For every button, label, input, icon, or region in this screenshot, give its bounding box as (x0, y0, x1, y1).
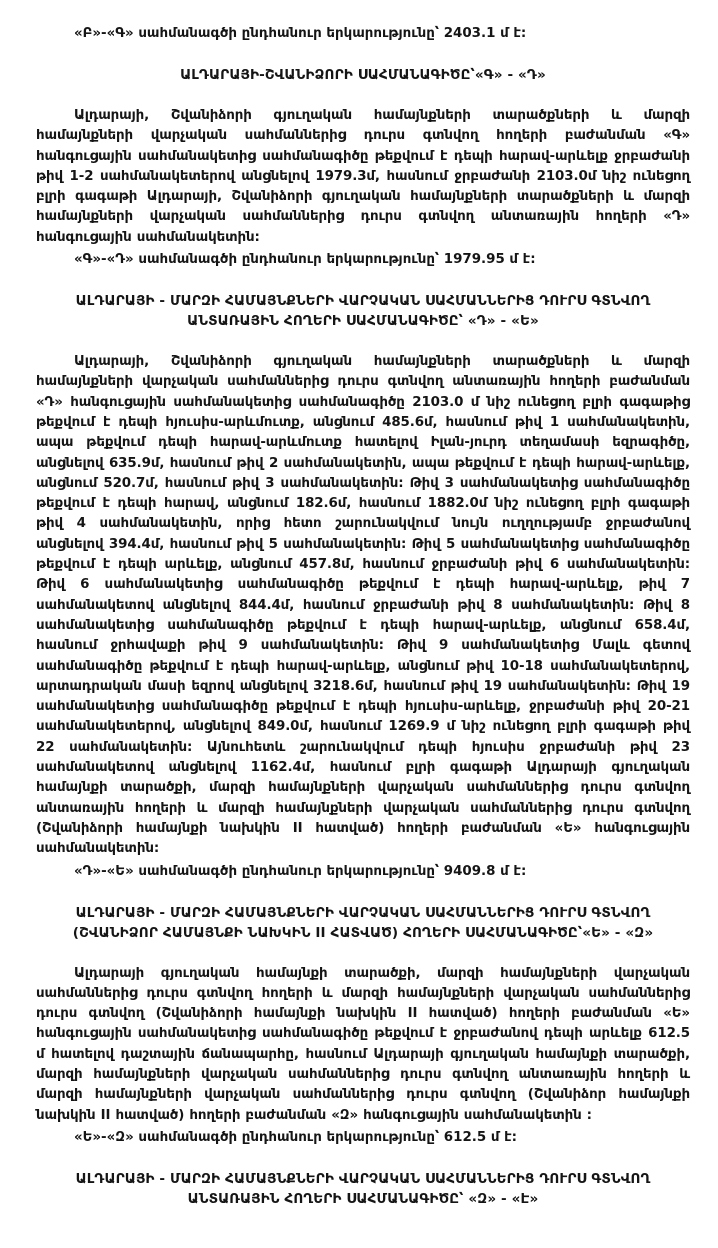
heading-g-d-line1: ԱԼԴԱՐԱՅԻ-ՇՎԱՆԻՁՈՐԻ ՍԱՀՄԱՆԱԳԻԾԸ՝«Գ» - «Դ» (180, 67, 546, 83)
heading-z-eh-line1: ԱԼԴԱՐԱՅԻ - ՄԱՐԶԻ ՀԱՄԱՅՆՔՆԵՐԻ ՎԱՐՉԱԿԱՆ ՍԱՀՄԱՆՆԵՐԻՑ ԴՈՒՐՍ ԳՏՆՎՈՂ (75, 1170, 651, 1187)
heading-z-eh (36, 1169, 690, 1209)
length-line-e-z: «Ե»-«Զ» սահմանագծի ընդհանուր երկարությունը՝ 612.5 մ է: (74, 1129, 518, 1145)
heading-e-z-line2: (ՇՎԱՆԻՁՈՐ ՀԱՄԱՅՆՔԻ ՆԱԽԿԻՆ II ՀԱՏՎԱԾ) ՀՈՂԵՐԻ ՍԱՀՄԱՆԱԳԻԾԸ՝«Ե» - «Զ» (72, 924, 654, 941)
heading-g-d (36, 65, 690, 85)
heading-d-e-line2: ԱՆՏԱՌԱՅԻՆ ՀՈՂԵՐԻ ՍԱՀՄԱՆԱԳԻԾԸ՝ «Դ» - «Ե» (187, 313, 539, 330)
length-line-g-d: «Գ»-«Դ» սահմանագծի ընդհանուր երկարությունը՝ 1979.95 մ է: (74, 252, 536, 268)
length-line-b-g: «Բ»-«Գ» սահմանագծի ընդհանուր երկարությունը՝ 2403.1 մ է: (74, 26, 527, 41)
heading-e-z-line1: ԱԼԴԱՐԱՅԻ - ՄԱՐԶԻ ՀԱՄԱՅՆՔՆԵՐԻ ՎԱՐՉԱԿԱՆ ՍԱՀՄԱՆՆԵՐԻՑ ԴՈՒՐՍ ԳՏՆՎՈՂ (75, 904, 651, 921)
heading-e-z (36, 903, 690, 943)
heading-d-e-line1: ԱԼԴԱՐԱՅԻ - ՄԱՐԶԻ ՀԱՄԱՅՆՔՆԵՐԻ ՎԱՐՉԱԿԱՆ ՍԱՀՄԱՆՆԵՐԻՑ ԴՈՒՐՍ ԳՏՆՎՈՂ (75, 293, 651, 310)
paragraph-g-d: Ալդարայի, Շվանիձորի գյուղական համայնքների տարածքների և մարզի համայնքների վարչական սահմաններից դուրս գտնվող հողերի բաժանման «Գ» հանգուցային սահմանակետից սահմանագիծը թեքվում է դեպի հարավ-արևելք ջրբաժանի թիվ 1-2 սահմանակետերով անցնելով 1979.3մ, հասնում ջրբաժանի 2103.0մ նիշ ունեցող բլրի գագաթի Ալդարայի, Շվանիձորի գյուղական համայնքների տարածքների և մարզի համայնքների վարչական սահմաններից դուրս գտնվող անտառային հողերի «Դ» հանգուցային սահմանակետին: (36, 108, 690, 245)
heading-d-e (36, 291, 690, 331)
paragraph-d-e: Ալդարայի, Շվանիձորի գյուղական համայնքների տարածքների և մարզի համայնքների վարչական սահմաններից դուրս գտնվող անտառային հողերի բաժանման «Դ» հանգուցային սահմանակետից սահմանագիծը 2103.0 մ նիշ ունեցող բլրի գագաթից թեքվում է դեպի հյուսիս-արևմուտք, անցնում 485.6մ, հասնում թիվ 1 սահմանակետին, ապա թեքվում դեպի հարավ-արևմուտք հատելով Իլան-յուրդ տեղամասի եզրագիծը, անցնելով 635.9մ, հասնում թիվ 2 սահմանակետին, ապա թեքվում է դեպի հարավ-արևելք, անցնում 520.7մ, հասնում թիվ 3 սահմանակետին: Թիվ 3 սահմանակետից սահմանագիծը թեքվում է դեպի հարավ, անցնում 182.6մ, հասնում 1882.0մ նիշ ունեցող բլրի գագաթի թիվ 4 սահմանակետին, որից հետո շարունակվում նույն ուղղությամբ ջրբաժանով անցնելով 394.4մ, հասնում թիվ 5 սահմանակետին: Թիվ 5 սահմանակետից սահմանագիծը թեքվում է դեպի արևելք, անցնում 457.8մ, հասնում ջրբաժանի թիվ 6 սահմանակետին: Թիվ 6 սահմանակետից սահմանագիծը թեքվում է դեպի հարավ-արևելք, թիվ 7 սահմանակետով անցնելով 844.4մ, հասնում ջրբաժանի թիվ 8 սահմանակետին: Թիվ 8 սահմանակետից սահմանագիծը թեքվում է դեպի հարավ-արևելք, անցնում 658.4մ, հասնում ջրհավաքի թիվ 9 սահմանակետին: Թիվ 9 սահմանակետից Մալև գետով սահմանագիծը թեքվում է դեպի հարավ-արևելք, անցնում թիվ 10-18 սահմանակետերով, արտադրական մասի եզրով անցնելով 3218.6մ, հասնում թիվ 19 սահմանակետին: Թիվ 19 սահմանակետից սահմանագիծը թեքվում է դեպի հյուսիս-արևելք, ջրբաժանի թիվ 20-21 սահմանակետերով, անցնելով 849.0մ, հասնում 1269.9 մ նիշ ունեցող բլրի գագաթի թիվ 22 սահմանակետին: Այնուհետև շարունակվում դեպի հյուսիս ջրբաժանի թիվ 23 սահմանակետով անցնելով 1162.4մ, հասնում բլրի գագաթի Ալդարայի գյուղական համայնքի տարածքի, մարզի համայնքների վարչական սահմաններից դուրս գտնվող անտառային հողերի և մարզի համայնքների վարչական սահմաններից դուրս գտնվող (Շվանիձորի համայնքի նախկին II հատված) հողերի բաժանման «Ե» հանգուցային սահմանակետին: (36, 354, 690, 857)
paragraph-e-z: Ալդարայի գյուղական համայնքի տարածքի, մարզի համայնքների վարչական սահմաններից դուրս գտնվող հողերի և մարզի համայնքների վարչական սահմաններից դուրս գտնվող (Շվանիձորի համայնքի նախկին II հատված) հողերի բաժանման «Ե» հանգուցային սահմանակետից սահմանագիծը թեքվում է ջրբաժանով դեպի արևելք 612.5 մ հատելով դաշտային ճանապարհը, հասնում Ալդարայի գյուղական համայնքի տարածքի, մարզի համայնքների վարչական սահմաններից դուրս գտնվող անտառային հողերի և մարզի համայնքների վարչական սահմաններից դուրս գտնվող (Շվանիձոր համայնքի նախկին II հատված) հողերի բաժանման «Զ» հանգուցային սահմանակետին : (36, 965, 690, 1123)
heading-z-eh-line2: ԱՆՏԱՌԱՅԻՆ ՀՈՂԵՐԻ ՍԱՀՄԱՆԱԳԻԾԸ՝ «Զ» - «Է» (187, 1190, 539, 1207)
length-line-d-e: «Դ»-«Ե» սահմանագծի ընդհանուր երկարությունը՝ 9409.8 մ է: (74, 863, 527, 879)
